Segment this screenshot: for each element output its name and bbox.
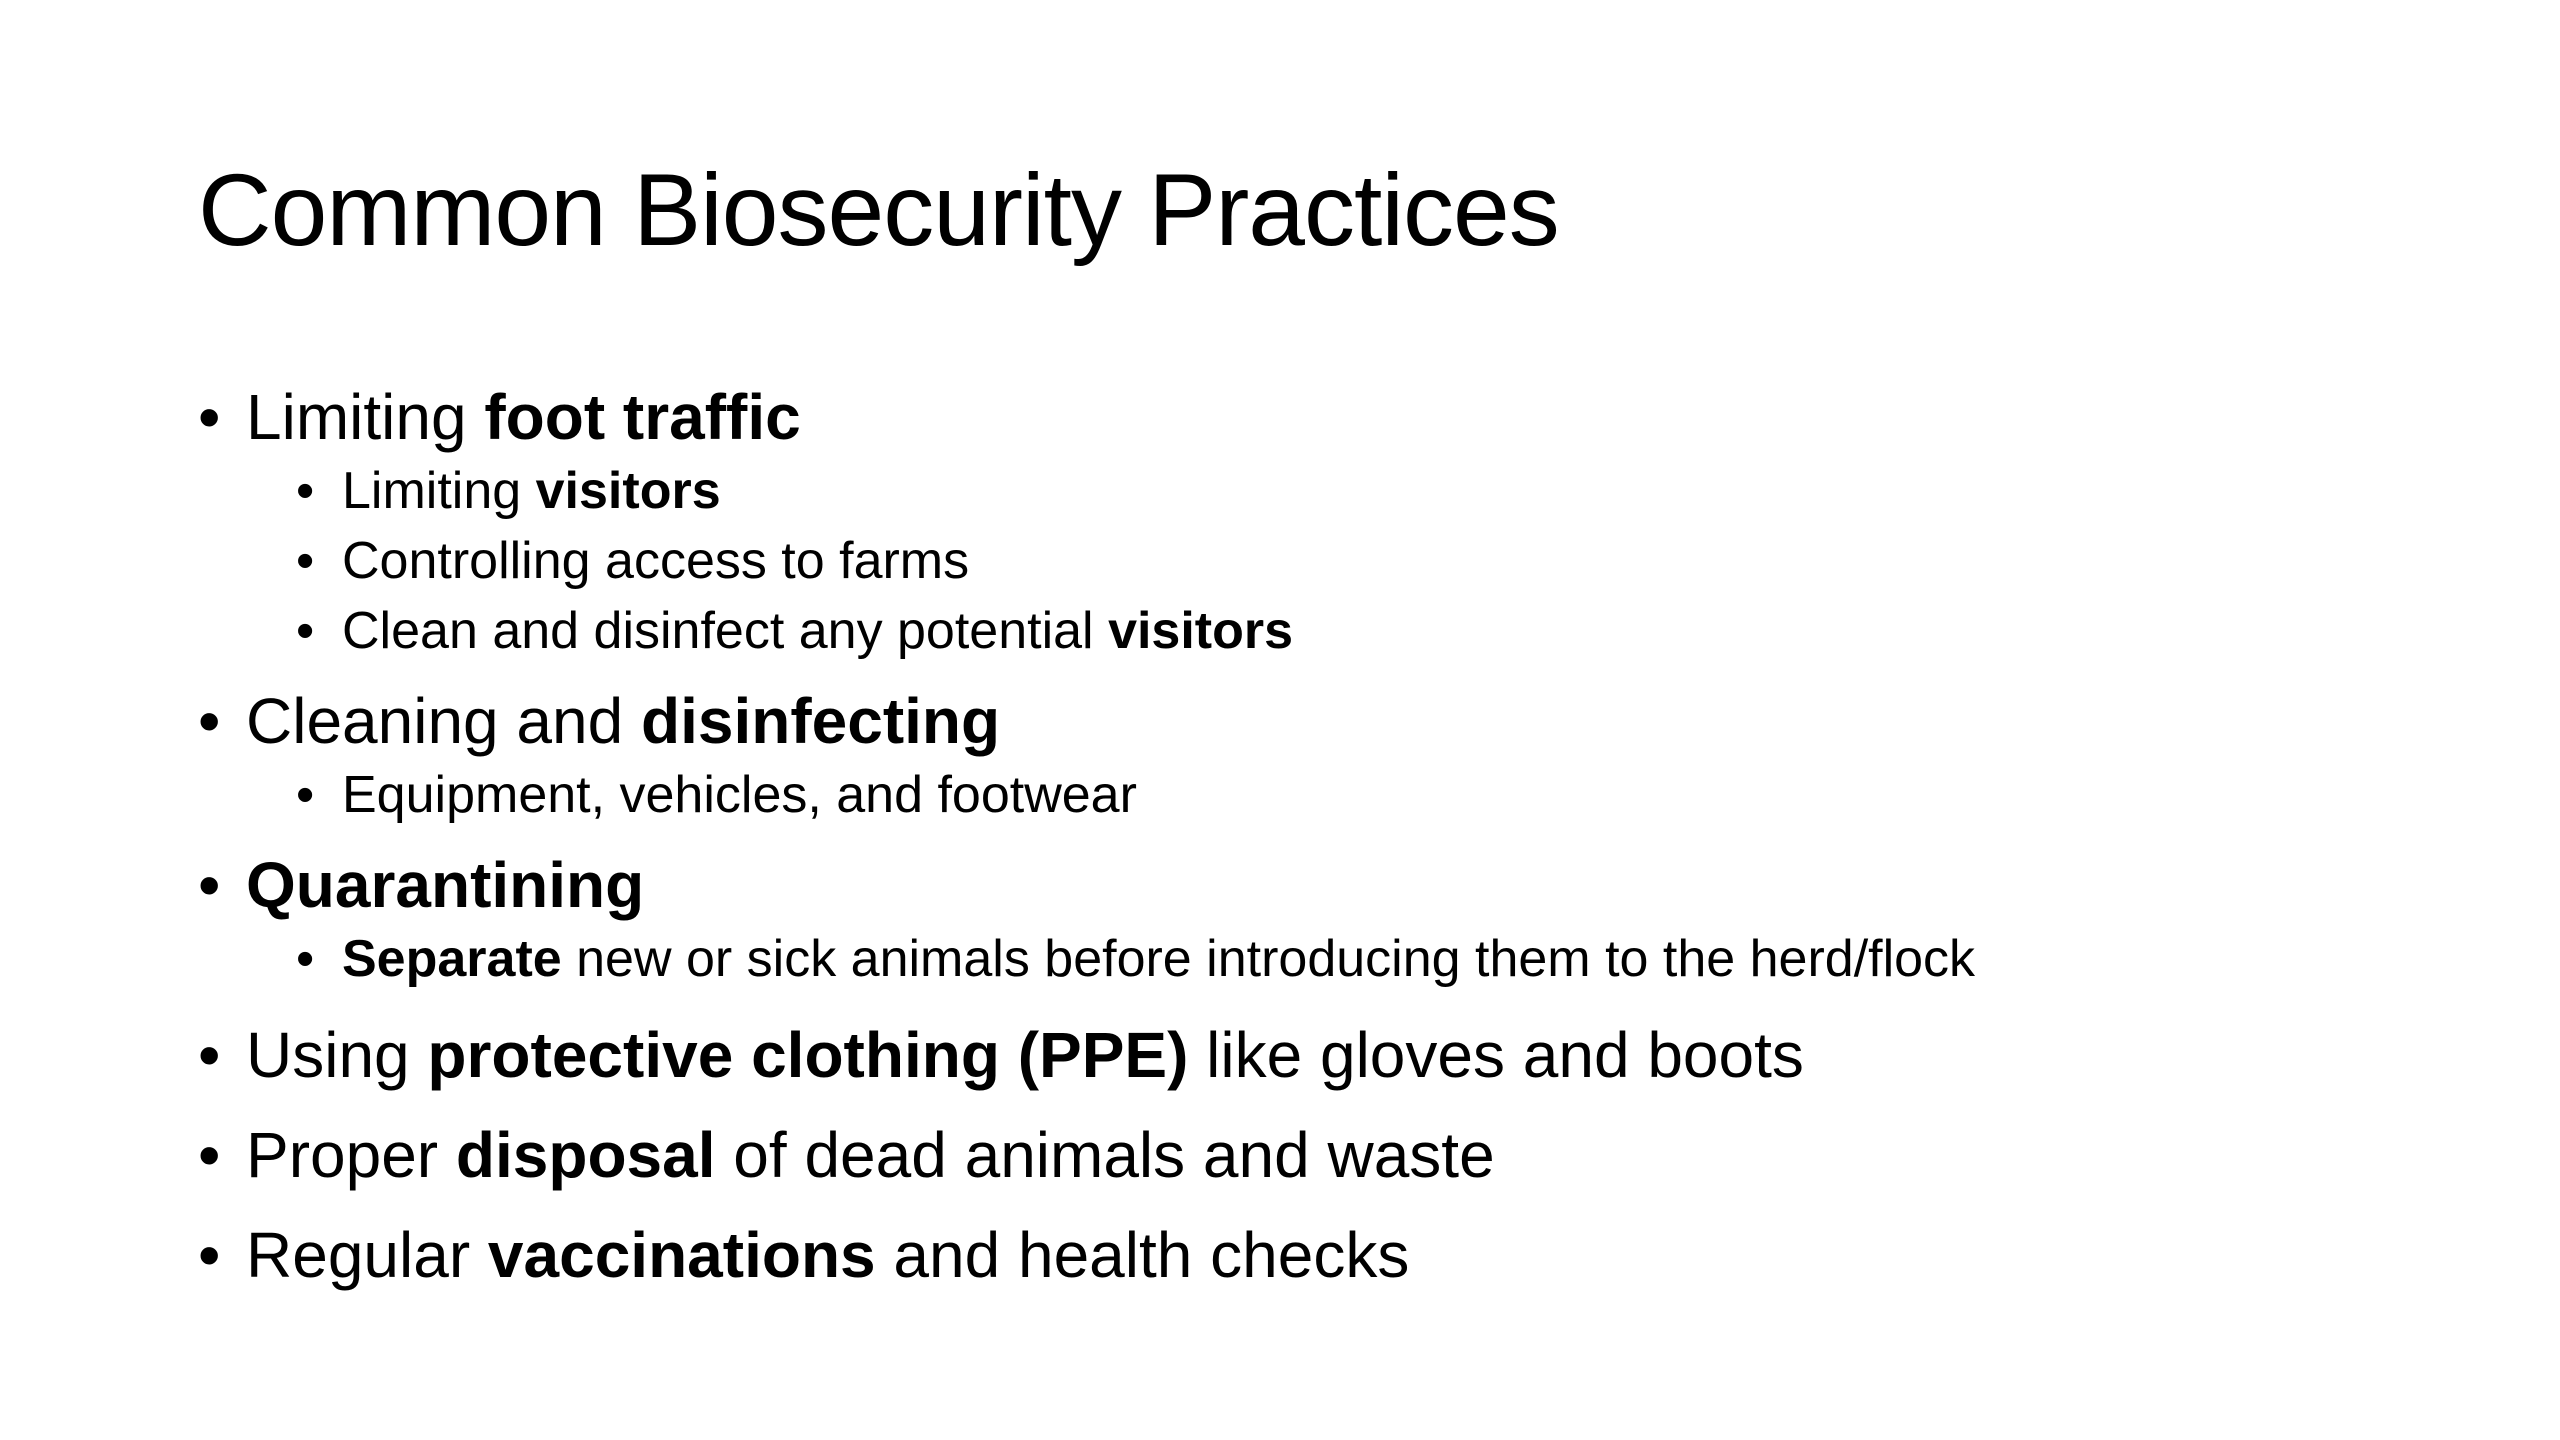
bullet-text: and health checks [875, 1219, 1410, 1291]
sub-bullet-text: new or sick animals before introducing them to the herd/flock [561, 930, 1976, 988]
bullet-proper-disposal [198, 1116, 2448, 1194]
bullet-marker: • [296, 766, 315, 824]
bullet-text: Limiting [246, 381, 485, 453]
bullet-marker: • [296, 930, 315, 988]
bullet-limiting-foot-traffic [198, 378, 2448, 456]
sub-bullet-limiting-visitors [296, 456, 2448, 526]
bullet-marker: • [198, 1119, 221, 1191]
sub-bullet-text: Limiting [342, 462, 536, 520]
bullet-quarantining [198, 846, 2448, 924]
sub-bullet-clean-disinfect-visitors [296, 596, 2448, 666]
bullet-marker: • [198, 849, 221, 921]
sub-bullet-text: Equipment, vehicles, and footwear [342, 766, 1137, 824]
bullet-marker: • [198, 685, 221, 757]
bullet-marker: • [198, 381, 221, 453]
sub-bullet-controlling-access [296, 526, 2448, 596]
bullet-text: of dead animals and waste [715, 1119, 1495, 1191]
sub-bullet-text: Controlling access to farms [342, 532, 970, 590]
sub-bullet-text-bold: visitors [535, 462, 721, 520]
bullet-text-bold: disposal [455, 1119, 716, 1191]
bullet-marker: • [296, 602, 315, 660]
bullet-text-bold: vaccinations [487, 1219, 876, 1291]
bullet-text-bold: foot traffic [484, 381, 801, 453]
bullet-text-bold: protective clothing (PPE) [427, 1019, 1189, 1091]
bullet-text: like gloves and boots [1188, 1019, 1804, 1091]
bullet-marker: • [296, 532, 315, 590]
bullet-regular-vaccinations [198, 1216, 2448, 1294]
bullet-text: Proper [246, 1119, 456, 1191]
slide-title: Common Biosecurity Practices [198, 153, 1559, 267]
bullet-text: Cleaning and [246, 685, 641, 757]
bullet-text: Regular [246, 1219, 488, 1291]
bullet-protective-clothing [198, 1016, 2448, 1094]
sub-bullet-equipment [296, 760, 2448, 830]
sub-bullet-text-bold: visitors [1108, 602, 1294, 660]
bullet-text-bold: Quarantining [246, 849, 645, 921]
bullet-cleaning-disinfecting [198, 682, 2448, 760]
sub-bullet-text-bold: Separate [342, 930, 562, 988]
bullet-marker: • [198, 1019, 221, 1091]
bullet-marker: • [296, 462, 315, 520]
bullet-marker: • [198, 1219, 221, 1291]
bullet-list [198, 378, 2448, 1294]
bullet-text: Using [246, 1019, 428, 1091]
bullet-text-bold: disinfecting [640, 685, 1001, 757]
sub-bullet-text: Clean and disinfect any potential [342, 602, 1109, 660]
sub-bullet-separate-animals [296, 924, 2448, 994]
